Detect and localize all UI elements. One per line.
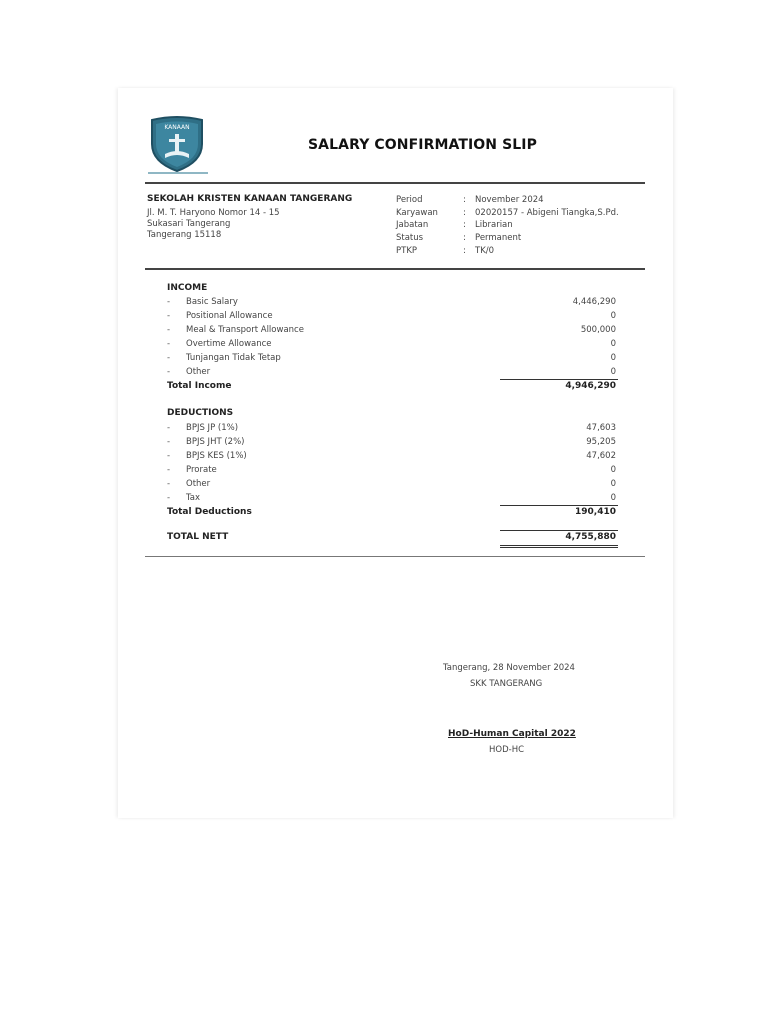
info-colon: : — [463, 208, 466, 218]
deduction-item-label: Tax — [186, 493, 201, 503]
bullet-dash: - — [167, 297, 171, 307]
nett-double-line — [500, 547, 618, 548]
address-line: Sukasari Tangerang — [147, 219, 231, 229]
deduction-item-value: 0 — [610, 479, 616, 489]
info-value-employee: 02020157 - Abigeni Tiangka,S.Pd. — [475, 208, 619, 218]
income-item-value: 4,446,290 — [572, 297, 616, 307]
income-item-label: Other — [186, 367, 211, 377]
deduction-item-label: BPJS KES (1%) — [186, 451, 247, 461]
bullet-dash: - — [167, 311, 171, 321]
income-sum-line — [500, 379, 618, 380]
address-line: Tangerang 15118 — [147, 230, 222, 240]
deduction-item-label: Other — [186, 479, 211, 489]
bullet-dash: - — [167, 451, 171, 461]
income-section-title: INCOME — [167, 283, 208, 293]
deduction-item-value: 0 — [610, 465, 616, 475]
bullet-dash: - — [167, 493, 171, 503]
income-item-value: 0 — [610, 339, 616, 349]
info-label-position: Jabatan — [396, 220, 429, 230]
logo-caption-line — [148, 172, 208, 174]
signature-place-date: Tangerang, 28 November 2024 — [443, 663, 575, 673]
deduction-item-value: 47,603 — [586, 423, 616, 433]
info-colon: : — [463, 195, 466, 205]
deduction-item-label: BPJS JP (1%) — [186, 423, 239, 433]
nett-top-line — [500, 530, 618, 531]
signature-position: HOD-HC — [489, 745, 525, 755]
deductions-sum-line — [500, 505, 618, 506]
bullet-dash: - — [167, 423, 171, 433]
info-label-period: Period — [396, 195, 423, 205]
deduction-item-value: 47,602 — [586, 451, 616, 461]
bullet-dash: - — [167, 353, 171, 363]
info-value-position: Librarian — [475, 220, 513, 230]
info-colon: : — [463, 220, 466, 230]
deduction-item-value: 95,205 — [586, 437, 616, 447]
deduction-item-label: Prorate — [186, 465, 217, 475]
header-divider — [145, 182, 645, 184]
school-name: SEKOLAH KRISTEN KANAAN TANGERANG — [147, 194, 353, 204]
total-income-value: 4,946,290 — [565, 381, 616, 391]
nett-double-line — [500, 545, 618, 546]
info-divider — [145, 268, 645, 270]
income-item-value: 0 — [610, 353, 616, 363]
bullet-dash: - — [167, 339, 171, 349]
deductions-section-title: DEDUCTIONS — [167, 408, 234, 418]
income-item-value: 0 — [610, 311, 616, 321]
document-title: SALARY CONFIRMATION SLIP — [308, 137, 537, 153]
bullet-dash: - — [167, 437, 171, 447]
income-item-value: 0 — [610, 367, 616, 377]
bullet-dash: - — [167, 465, 171, 475]
income-item-label: Overtime Allowance — [186, 339, 272, 349]
income-item-label: Meal & Transport Allowance — [186, 325, 304, 335]
deduction-item-value: 0 — [610, 493, 616, 503]
info-label-status: Status — [396, 233, 424, 243]
info-label-ptkp: PTKP — [396, 246, 418, 256]
info-colon: : — [463, 246, 466, 256]
deduction-item-label: BPJS JHT (2%) — [186, 437, 245, 447]
info-label-employee: Karyawan — [396, 208, 438, 218]
total-deductions-label: Total Deductions — [167, 507, 252, 517]
bullet-dash: - — [167, 325, 171, 335]
income-item-label: Tunjangan Tidak Tetap — [186, 353, 281, 363]
bullet-dash: - — [167, 367, 171, 377]
salary-slip-page — [118, 88, 673, 818]
total-deductions-value: 190,410 — [575, 507, 616, 517]
bullet-dash: - — [167, 479, 171, 489]
total-nett-value: 4,755,880 — [565, 532, 616, 542]
signature-organization: SKK TANGERANG — [470, 679, 543, 689]
income-item-label: Basic Salary — [186, 297, 238, 307]
income-item-value: 500,000 — [580, 325, 616, 335]
info-value-period: November 2024 — [475, 195, 544, 205]
info-colon: : — [463, 233, 466, 243]
footer-divider — [145, 556, 645, 557]
signature-name: HoD-Human Capital 2022 — [448, 729, 576, 739]
total-nett-label: TOTAL NETT — [167, 532, 229, 542]
address-line: Jl. M. T. Haryono Nomor 14 - 15 — [147, 208, 280, 218]
info-value-status: Permanent — [475, 233, 522, 243]
info-value-ptkp: TK/0 — [475, 246, 495, 256]
income-item-label: Positional Allowance — [186, 311, 273, 321]
logo-text: KANAAN — [164, 124, 190, 131]
total-income-label: Total Income — [167, 381, 232, 391]
school-logo — [148, 114, 206, 172]
